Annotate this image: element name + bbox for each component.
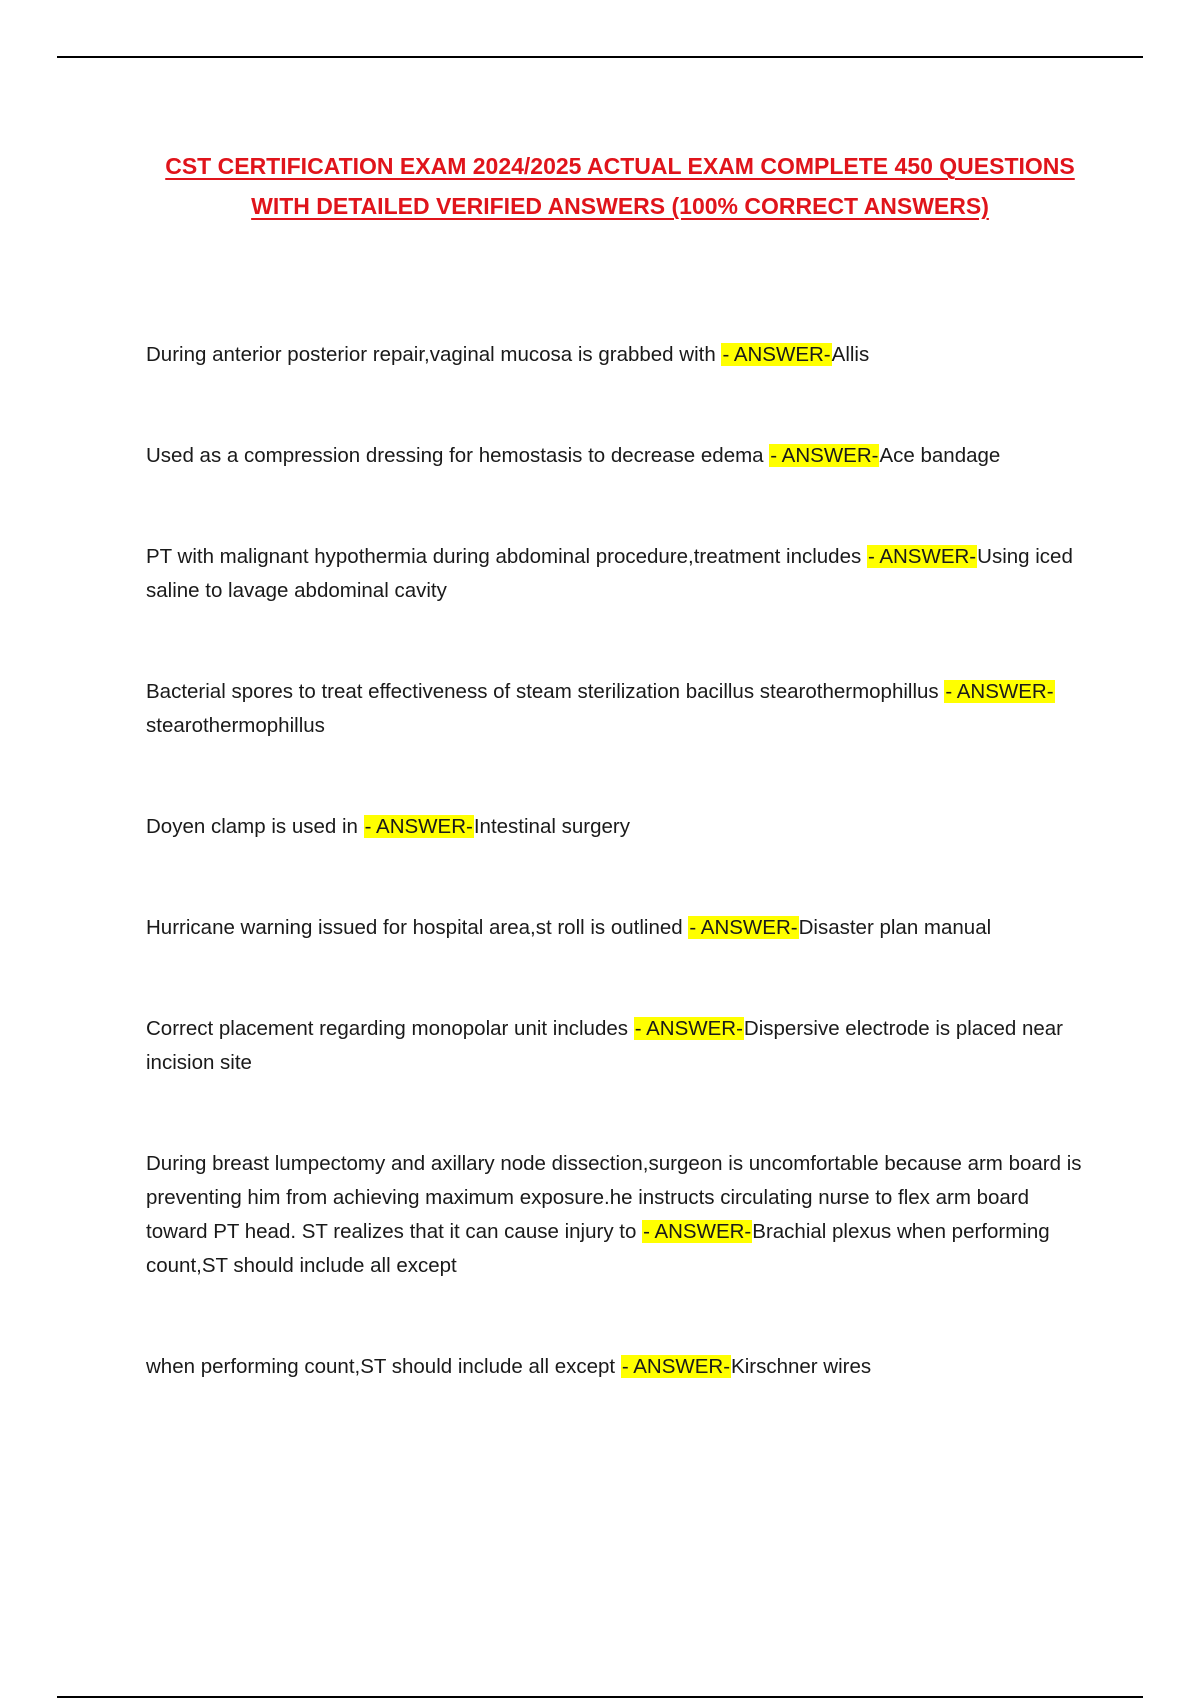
qa-item [146, 1012, 1096, 1080]
qa-item [146, 1350, 1096, 1384]
answer-marker: - ANSWER- [770, 444, 879, 467]
answer-text: Intestinal surgery [473, 815, 630, 838]
question-text: Doyen clamp is used in [146, 815, 364, 838]
qa-item [146, 675, 1096, 743]
answer-marker: - ANSWER- [689, 916, 798, 939]
answer-marker: - ANSWER- [643, 1220, 752, 1243]
question-text: During anterior posterior repair,vaginal mucosa is grabbed with [146, 343, 722, 366]
answer-marker: - ANSWER- [634, 1017, 743, 1040]
question-text: Correct placement regarding monopolar unit includes [146, 1017, 634, 1040]
question-text: when performing count,ST should include all except [146, 1355, 621, 1378]
answer-text: Dispersive electrode is placed near incision site [146, 1017, 1063, 1074]
question-text: During breast lumpectomy and axillary node dissection,surgeon is uncomfortable because arm board is preventing him from achieving maximum exposure.he instructs circulating nurse to flex arm board toward PT head. ST realizes that it can cause injury to [146, 1152, 1082, 1243]
qa-list [146, 338, 1096, 1451]
answer-marker: - ANSWER- [722, 343, 831, 366]
qa-item [146, 911, 1096, 945]
question-text: PT with malignant hypothermia during abdominal procedure,treatment includes [146, 545, 867, 568]
question-text: Bacterial spores to treat effectiveness of steam sterilization bacillus stearothermophillus [146, 680, 945, 703]
document-title [100, 146, 1140, 226]
answer-text: Brachial plexus when performing count,ST should include all except [146, 1220, 1050, 1277]
question-text: Hurricane warning issued for hospital area,st roll is outlined [146, 916, 689, 939]
answer-text: Disaster plan manual [798, 916, 992, 939]
qa-item [146, 439, 1096, 473]
title-line-2: WITH DETAILED VERIFIED ANSWERS (100% CORRECT ANSWERS) [251, 193, 989, 219]
answer-marker: - ANSWER- [364, 815, 473, 838]
qa-item [146, 338, 1096, 372]
qa-item [146, 540, 1096, 608]
qa-item [146, 1147, 1096, 1283]
bottom-rule [57, 1696, 1143, 1698]
title-line-1: CST CERTIFICATION EXAM 2024/2025 ACTUAL EXAM COMPLETE 450 QUESTIONS [165, 153, 1075, 179]
answer-text: Using iced saline to lavage abdominal cavity [146, 545, 1073, 602]
answer-marker: - ANSWER- [945, 680, 1054, 703]
answer-text: Ace bandage [879, 444, 1001, 467]
answer-text: stearothermophillus [146, 714, 325, 737]
top-rule [57, 56, 1143, 58]
answer-text: Allis [831, 343, 870, 366]
qa-item [146, 810, 1096, 844]
answer-marker: - ANSWER- [867, 545, 977, 568]
answer-marker: - ANSWER- [621, 1355, 731, 1378]
question-text: Used as a compression dressing for hemostasis to decrease edema [146, 444, 770, 467]
answer-text: Kirschner wires [731, 1355, 872, 1378]
